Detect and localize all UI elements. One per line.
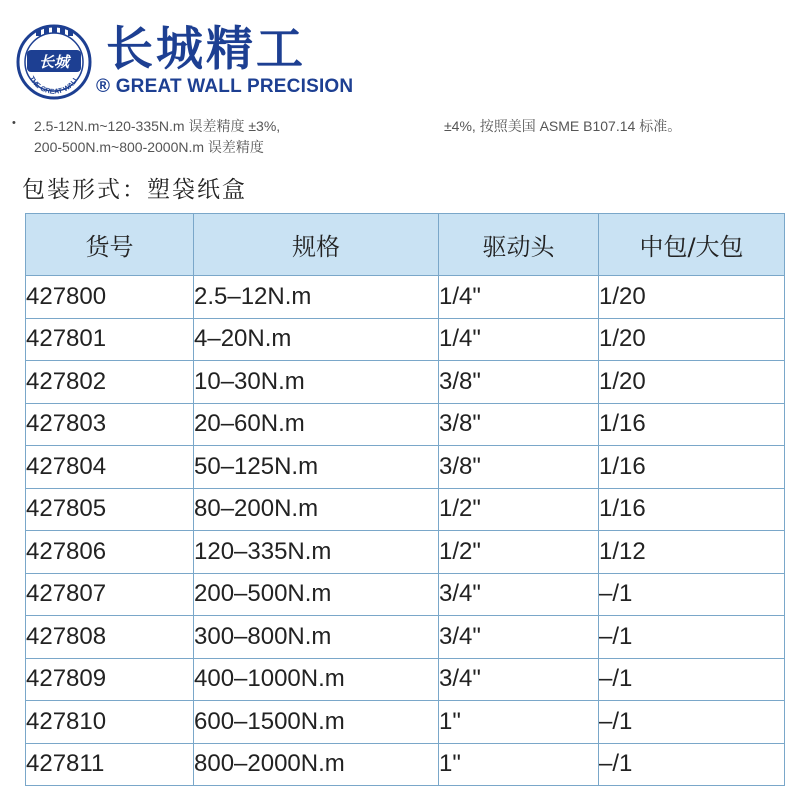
drive-cell: 3/8"	[439, 361, 599, 404]
brand-name-en	[96, 77, 353, 96]
item-no-cell: 427803	[26, 403, 194, 446]
table-row	[26, 446, 785, 489]
drive-cell: 1/2"	[439, 488, 599, 531]
spec-cell: 4–20N.m	[194, 318, 439, 361]
drive-cell: 3/4"	[439, 616, 599, 659]
spec-table	[25, 213, 785, 786]
packing-cell: 1/12	[599, 531, 785, 574]
item-no-cell: 427809	[26, 658, 194, 701]
brand-name-cn: 长城精工	[106, 22, 306, 77]
table-header-row	[26, 214, 785, 276]
col-header-spec: 规格	[194, 214, 439, 276]
packing-cell: 1/16	[599, 488, 785, 531]
spec-cell: 10–30N.m	[194, 361, 439, 404]
col-header-item-no: 货号	[26, 214, 194, 276]
note-line-1: 2.5-12N.m~120-335N.m 误差精度 ±3%,	[34, 118, 281, 134]
table-row	[26, 276, 785, 319]
brand-name-en-text: GREAT WALL PRECISION	[115, 76, 354, 97]
spec-cell: 300–800N.m	[194, 616, 439, 659]
registered-mark: ®	[96, 76, 111, 97]
packing-cell: 1/16	[599, 403, 785, 446]
spec-cell: 120–335N.m	[194, 531, 439, 574]
spec-cell: 80–200N.m	[194, 488, 439, 531]
drive-cell: 1/4"	[439, 318, 599, 361]
item-no-cell: 427802	[26, 361, 194, 404]
table-row	[26, 616, 785, 659]
packing-cell: –/1	[599, 743, 785, 786]
drive-cell: 3/8"	[439, 446, 599, 489]
packing-cell: 1/20	[599, 318, 785, 361]
note-bullet: •	[12, 117, 16, 129]
note-line-1-right: ±4%, 按照美国 ASME B107.14 标准。	[444, 118, 682, 134]
drive-cell: 3/8"	[439, 403, 599, 446]
item-no-cell: 427800	[26, 276, 194, 319]
table-row	[26, 573, 785, 616]
spec-cell: 800–2000N.m	[194, 743, 439, 786]
emblem-text-cn: 长城	[38, 53, 70, 71]
table-row	[26, 701, 785, 744]
spec-cell: 2.5–12N.m	[194, 276, 439, 319]
item-no-cell: 427810	[26, 701, 194, 744]
packing-cell: 1/20	[599, 361, 785, 404]
great-wall-emblem-icon	[14, 22, 94, 102]
note-line-2: 200-500N.m~800-2000N.m 误差精度	[34, 139, 264, 155]
drive-cell: 1"	[439, 701, 599, 744]
table-row	[26, 403, 785, 446]
table-row	[26, 318, 785, 361]
emblem-text-en: THE GREAT WALL	[27, 75, 81, 96]
drive-cell: 1/2"	[439, 531, 599, 574]
brand-header	[14, 22, 414, 102]
item-no-cell: 427801	[26, 318, 194, 361]
packing-cell: –/1	[599, 701, 785, 744]
packing-cell: –/1	[599, 658, 785, 701]
spec-cell: 600–1500N.m	[194, 701, 439, 744]
item-no-cell: 427811	[26, 743, 194, 786]
table-row	[26, 361, 785, 404]
table-row	[26, 531, 785, 574]
packing-cell: –/1	[599, 616, 785, 659]
spec-cell: 200–500N.m	[194, 573, 439, 616]
spec-cell: 400–1000N.m	[194, 658, 439, 701]
item-no-cell: 427807	[26, 573, 194, 616]
packaging-label: 包装形式：塑袋纸盒	[22, 177, 247, 203]
packing-cell: –/1	[599, 573, 785, 616]
table-row	[26, 488, 785, 531]
packing-cell: 1/16	[599, 446, 785, 489]
packing-cell: 1/20	[599, 276, 785, 319]
drive-cell: 3/4"	[439, 658, 599, 701]
drive-cell: 3/4"	[439, 573, 599, 616]
item-no-cell: 427806	[26, 531, 194, 574]
col-header-drive: 驱动头	[439, 214, 599, 276]
item-no-cell: 427804	[26, 446, 194, 489]
spec-cell: 50–125N.m	[194, 446, 439, 489]
item-no-cell: 427808	[26, 616, 194, 659]
col-header-packing: 中包/大包	[599, 214, 785, 276]
drive-cell: 1/4"	[439, 276, 599, 319]
item-no-cell: 427805	[26, 488, 194, 531]
drive-cell: 1"	[439, 743, 599, 786]
table-row	[26, 658, 785, 701]
table-row	[26, 743, 785, 786]
spec-cell: 20–60N.m	[194, 403, 439, 446]
